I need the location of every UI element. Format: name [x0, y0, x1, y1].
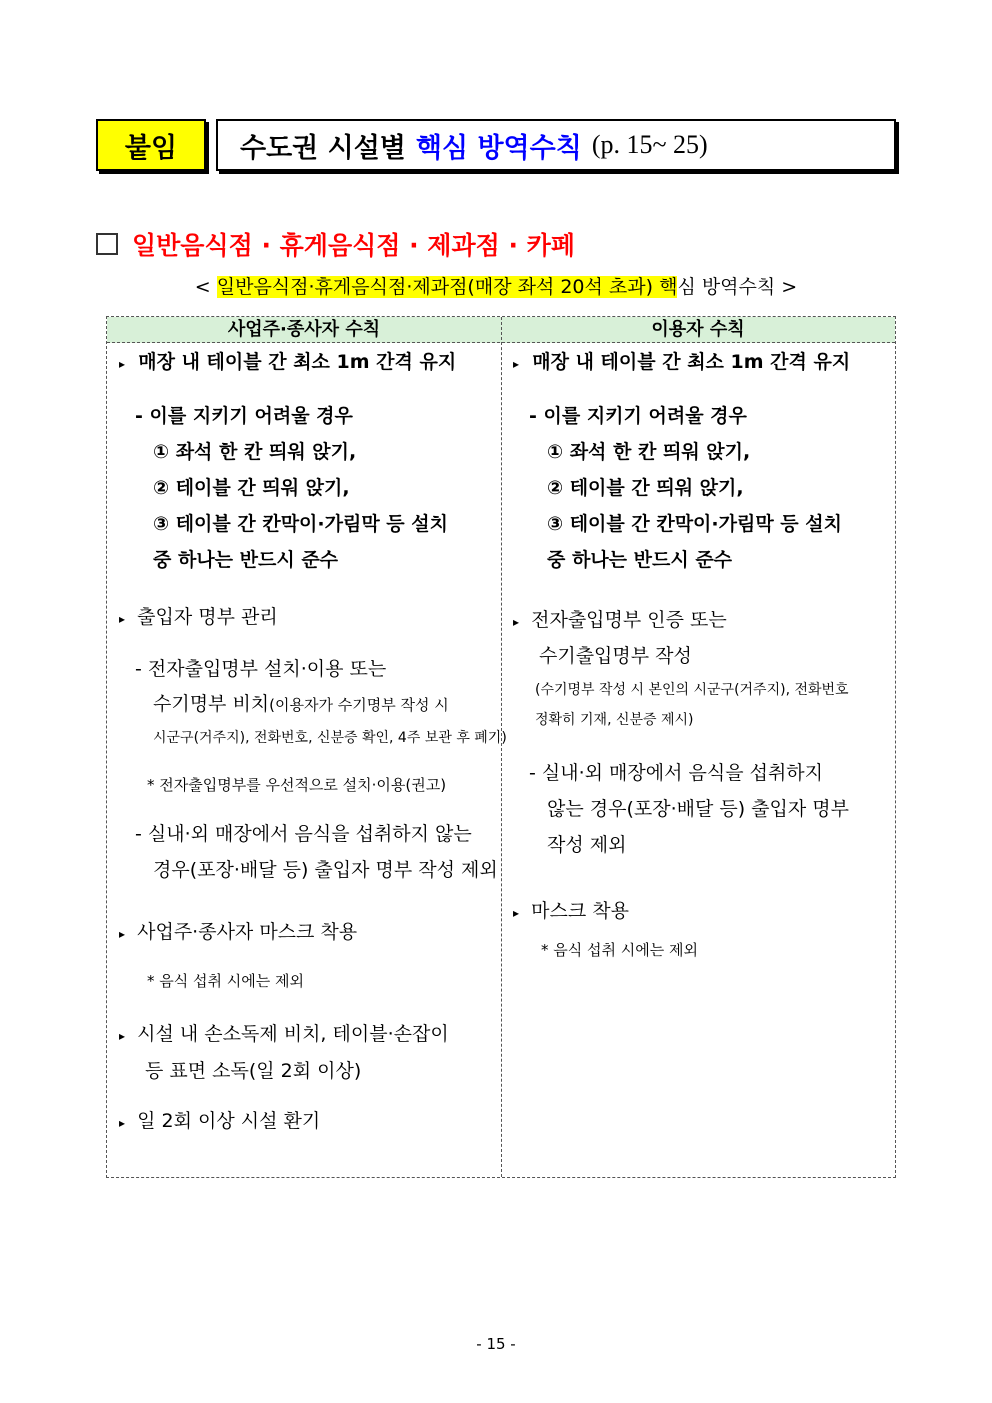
list-item: ① 좌석 한 칸 띄워 앉기, — [153, 441, 357, 463]
list-item: - 이를 지키기 어려울 경우 — [135, 405, 353, 427]
list-item — [513, 605, 727, 632]
subtitle-highlight: 일반음식점·휴게음식점·제과점(매장 좌석 20석 초과) 핵 — [216, 276, 678, 298]
section-subtitle — [0, 272, 992, 299]
column-header-users: 이용자 수칙 — [651, 319, 745, 340]
rule-text: 전자출입명부 인증 또는 — [531, 609, 727, 631]
subtitle-open: < — [194, 276, 211, 298]
bullet-icon: ▸ — [119, 1029, 126, 1043]
section-heading — [96, 226, 575, 262]
title-pages: (p. 15~ 25) — [591, 130, 708, 159]
rule-note: (이용자가 수기명부 작성 시 — [269, 696, 449, 714]
list-item: 등 표면 소독(일 2회 이상) — [145, 1060, 362, 1082]
bullet-icon: ▸ — [119, 927, 126, 941]
list-item — [119, 1019, 449, 1046]
list-item: ② 테이블 간 띄워 앉기, — [547, 477, 744, 499]
list-item: * 음식 섭취 시에는 제외 — [541, 941, 698, 959]
list-item: - 실내·외 매장에서 음식을 섭취하지 — [529, 762, 824, 784]
list-item: * 음식 섭취 시에는 제외 — [147, 972, 304, 990]
bullet-icon: ▸ — [119, 357, 126, 371]
list-item: * 전자출입명부를 우선적으로 설치·이용(권고) — [147, 776, 447, 794]
list-item: 경우(포장·배달 등) 출입자 명부 작성 제외 — [153, 859, 498, 881]
list-item: - 실내·외 매장에서 음식을 섭취하지 않는 — [135, 823, 472, 845]
list-item: (수기명부 작성 시 본인의 시군구(거주지), 전화번호 — [535, 682, 849, 698]
checkbox-icon — [96, 233, 118, 255]
list-item — [153, 689, 449, 716]
title-blue: 핵심 방역수칙 — [415, 132, 582, 164]
rule-text: 마스크 착용 — [531, 900, 629, 922]
page-title — [216, 119, 896, 171]
list-item: 정확히 기재, 신분증 제시) — [535, 712, 694, 728]
bullet-icon: ▸ — [513, 615, 520, 629]
rule-text: 매장 내 테이블 간 최소 1m 간격 유지 — [532, 351, 851, 373]
column-header-operators: 사업주·종사자 수칙 — [227, 319, 381, 340]
list-item — [513, 896, 629, 923]
rule-text: 수기명부 비치 — [153, 693, 270, 715]
list-item — [119, 917, 357, 944]
column-divider — [501, 317, 502, 1177]
list-item: 수기출입명부 작성 — [539, 645, 692, 667]
list-item — [119, 347, 456, 374]
bullet-icon: ▸ — [119, 612, 126, 626]
bullet-icon: ▸ — [119, 1116, 126, 1130]
list-item: 작성 제외 — [547, 834, 627, 856]
rule-text: 시설 내 손소독제 비치, 테이블·손잡이 — [137, 1023, 449, 1045]
list-item: 않는 경우(포장·배달 등) 출입자 명부 — [547, 798, 849, 820]
bullet-icon: ▸ — [513, 357, 520, 371]
list-item — [119, 602, 278, 629]
rule-text: 사업주·종사자 마스크 착용 — [137, 921, 358, 943]
list-item: - 전자출입명부 설치·이용 또는 — [135, 658, 387, 680]
list-item: ③ 테이블 간 칸막이·가림막 등 설치 — [547, 513, 842, 535]
attachment-tag — [96, 119, 206, 171]
rule-text: 일 2회 이상 시설 환기 — [137, 1110, 321, 1132]
list-item: ③ 테이블 간 칸막이·가림막 등 설치 — [153, 513, 448, 535]
list-item: 중 하나는 반드시 준수 — [547, 549, 733, 571]
list-item: 중 하나는 반드시 준수 — [153, 549, 339, 571]
list-item: 시군구(거주지), 전화번호, 신분증 확인, 4주 보관 후 폐기) — [153, 730, 507, 746]
list-item: ② 테이블 간 띄워 앉기, — [153, 477, 350, 499]
rule-text: 매장 내 테이블 간 최소 1m 간격 유지 — [138, 351, 457, 373]
subtitle-rest: 심 방역수칙 > — [677, 276, 798, 298]
page-number: - 15 - — [476, 1335, 516, 1353]
rules-table — [106, 316, 896, 1178]
attachment-tag-text: 붙임 — [124, 132, 178, 164]
list-item — [119, 1106, 320, 1133]
section-heading-text: 일반음식점 · 휴게음식점 · 제과점 · 카페 — [132, 231, 575, 260]
list-item: ① 좌석 한 칸 띄워 앉기, — [547, 441, 751, 463]
bullet-icon: ▸ — [513, 906, 520, 920]
list-item — [513, 347, 850, 374]
rule-text: 출입자 명부 관리 — [137, 606, 278, 628]
list-item: - 이를 지키기 어려울 경우 — [529, 405, 747, 427]
title-black: 수도권 시설별 — [240, 132, 406, 164]
